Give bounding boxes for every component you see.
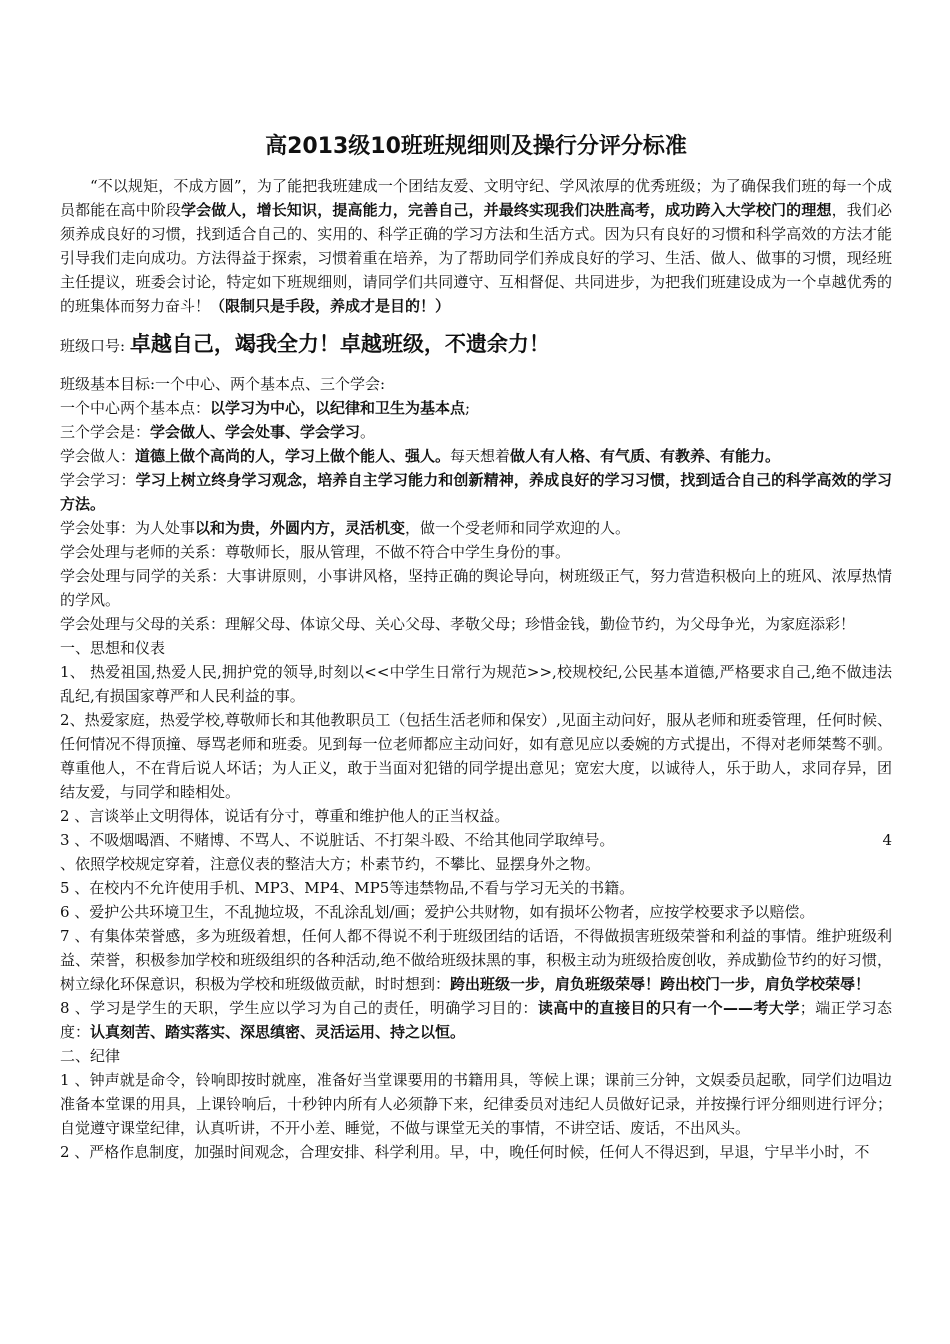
goals-line: 班级基本目标:一个中心、两个基本点、三个学会: — [60, 375, 386, 393]
list-item: 、依照学校规定穿着，注意仪表的整洁大方；朴素节约，不攀比、显摆身外之物。 — [60, 855, 601, 873]
goals-line: 一个中心两个基本点：以学习为中心，以纪律和卫生为基本点; — [60, 399, 471, 417]
list-item: 2 、严格作息制度，加强时间观念，合理安排、科学利用。早，中，晚任何时候，任何人不得迟到，早退，宁早半小时，不 — [60, 1143, 870, 1161]
goals-line: 三个学会是：学会做人、学会处事、学会学习。 — [60, 423, 376, 441]
section-heading: 二、纪律 — [60, 1047, 121, 1065]
goals-line: 学会学习：学习上树立终身学习观念，培养自主学习能力和创新精神，养成良好的学习习惯，找到适合自己的科学高效的学习方法。 — [60, 471, 892, 513]
goals-line: 学会处理与父母的关系：理解父母、体谅父母、关心父母、孝敬父母；珍惜金钱，勤俭节约，为父母争光，为家庭添彩！ — [60, 615, 856, 633]
list-item: 5 、在校内不允许使用手机、MP3、MP4、MP5等违禁物品,不看与学习无关的书籍。 — [60, 879, 635, 897]
slogan-text: 卓越自己，竭我全力！卓越班级，不遗余力！ — [129, 332, 550, 356]
goals-line: 学会处理与同学的关系：大事讲原则，小事讲风格，坚持正确的舆论导向，树班级正气，努力营造积极向上的班风、浓厚热情的学风。 — [60, 567, 892, 609]
class-slogan — [60, 328, 892, 362]
intro-paragraph: “不以规矩，不成方圆”，为了能把我班建成一个团结友爱、文明守纪、学风浓厚的优秀班级；为了确保我们班的每一个成员都能在高中阶段学会做人，增长知识，提高能力，完善自己，并最终实现我们决胜高考，成功跨入大学校门的理想，我们必须养成良好的习惯，找到适合自己的、实用的、科学正确的学习方法和生活方式。因为只有良好的习惯和科学高效的方法才能引导我们走向成功。方法得益于探索，习惯着重在培养，为了帮助同学们养成良好的学习、生活、做人、做事的习惯，现经班主任提议，班委会讨论，特定如下班规细则，请同学们共同遵守、互相督促、共同进步，为把我们班建设成为一个卓越优秀的的班集体而努力奋斗！（限制只是手段，养成才是目的！） — [60, 177, 892, 315]
list-item: 3 、不吸烟喝酒、不赌博、不骂人、不说脏话、不打架斗殴、不给其他同学取绰号。 4 — [60, 828, 892, 852]
goals-line: 学会做人：道德上做个高尚的人，学习上做个能人、强人。每天想着做人有人格、有气质、有教养、有能力。 — [60, 447, 781, 465]
list-item: 8 、学习是学生的天职，学生应以学习为自己的责任，明确学习目的：读高中的直接目的只有一个——考大学；端正学习态度：认真刻苦、踏实落实、深思缜密、灵活运用、持之以恒。 — [60, 999, 892, 1041]
list-item: 6 、爱护公共环境卫生，不乱抛垃圾，不乱涂乱划/画；爱护公共财物，如有损坏公物者，应按学校要求予以赔偿。 — [60, 903, 815, 921]
list-item: 2、热爱家庭，热爱学校,尊敬师长和其他教职员工（包括生活老师和保安）,见面主动问好，服从老师和班委管理，任何时候、任何情况不得顶撞、辱骂老师和班委。见到每一位老师都应主动问好，如有意见应以委婉的方式提出，不得对老师桀骜不驯。尊重他人，不在背后说人坏话；为人正义，敢于当面对犯错的同学提出意见；宽宏大度，以诚待人，乐于助人，求同存异，团结友爱，与同学和睦相处。 — [60, 711, 892, 801]
list-item: 1、 热爱祖国,热爱人民,拥护党的领导,时刻以<<中学生日常行为规范>>,校规校纪,公民基本道德,严格要求自己,绝不做违法乱纪,有损国家尊严和人民利益的事。 — [60, 663, 892, 705]
list-item: 2 、言谈举止文明得体，说话有分寸，尊重和维护他人的正当权益。 — [60, 807, 510, 825]
section-heading: 一、思想和仪表 — [60, 639, 166, 657]
goals-line: 学会处事：为人处事以和为贵，外圆内方，灵活机变，做一个受老师和同学欢迎的人。 — [60, 519, 631, 537]
goals-line: 学会处理与老师的关系：尊敬师长，服从管理，不做不符合中学生身份的事。 — [60, 543, 571, 561]
list-item: 1 、钟声就是命令，铃响即按时就座，准备好当堂课要用的书籍用具，等候上课；课前三分钟，文娱委员起歌，同学们边唱边准备本堂课的用具，上课铃响后，十秒钟内所有人必须静下来，纪律委员对违纪人员做好记录，并按操行评分细则进行评分；自觉遵守课堂纪律，认真听讲，不开小差、睡觉，不做与课堂无关的事情，不讲空话、废话，不出风头。 — [60, 1071, 892, 1137]
page-title: 高2013级10班班规细则及操行分评分标准 — [265, 134, 687, 159]
list-item: 7 、有集体荣誉感，多为班级着想，任何人都不得说不利于班级团结的话语，不得做损害班级荣誉和利益的事情。维护班级利益、荣誉，积极参加学校和班级组织的各种活动,绝不做给班级抹黑的事，积极主动为班级拾废创收，养成勤俭节约的好习惯，树立绿化环保意识，积极为学校和班级做贡献，时时想到：跨出班级一步，肩负班级荣辱！跨出校门一步，肩负学校荣辱！ — [60, 927, 892, 993]
slogan-label: 班级口号: — [60, 337, 126, 355]
stray-number: 4 — [882, 831, 892, 849]
document-page — [60, 128, 892, 1164]
